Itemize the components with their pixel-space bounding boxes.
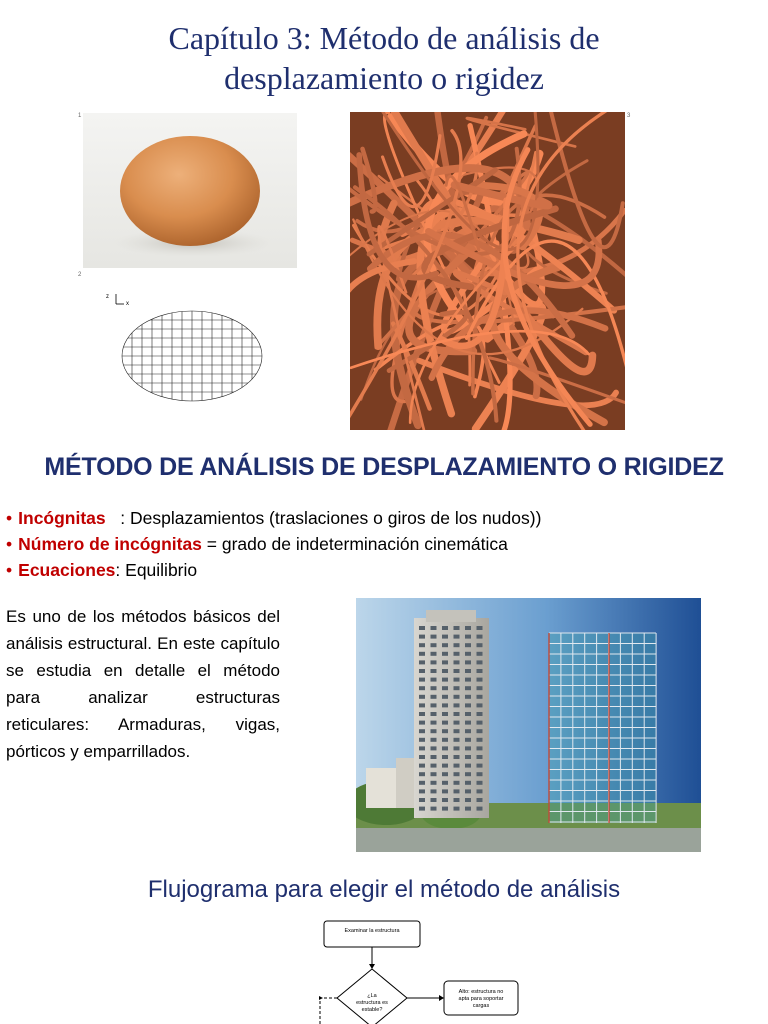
tower-window [477, 798, 483, 802]
tower-window [419, 643, 425, 647]
tower-window [454, 746, 460, 750]
tower-window [454, 721, 460, 725]
bullet-key: Incógnitas [18, 508, 106, 528]
tower-window [454, 807, 460, 811]
tower-window [431, 781, 437, 785]
tower-window [454, 755, 460, 759]
tower-window [442, 678, 448, 682]
tower-window [442, 669, 448, 673]
tower-window [419, 686, 425, 690]
mesh-grid [122, 311, 262, 401]
tower-window [454, 798, 460, 802]
tower-window [477, 626, 483, 630]
tower-window [431, 746, 437, 750]
tower-window [465, 746, 471, 750]
flowchart-box-stop-line2: apta para soportar [458, 996, 504, 1002]
tower-window [442, 686, 448, 690]
tower-window [454, 643, 460, 647]
tower-window [431, 686, 437, 690]
tower-window [431, 729, 437, 733]
tower-window [419, 729, 425, 733]
tower-window [442, 712, 448, 716]
tower-window [419, 772, 425, 776]
tower-window [477, 678, 483, 682]
tower-window [419, 695, 425, 699]
tower-window [477, 721, 483, 725]
tower-window [477, 738, 483, 742]
tower-window [477, 781, 483, 785]
tower-window [442, 703, 448, 707]
axis-indicator [116, 294, 124, 304]
tower-window [442, 807, 448, 811]
bullet-key: Ecuaciones [18, 560, 116, 580]
flowchart-title: Flujograma para elegir el método de análisis [147, 876, 621, 903]
tower-window [431, 669, 437, 673]
tower-window [477, 746, 483, 750]
tower-window [431, 660, 437, 664]
tower-window [419, 746, 425, 750]
axis-z-label: z [106, 294, 109, 300]
tower-window [477, 755, 483, 759]
bullet-icon: • [6, 508, 13, 528]
tower-window [431, 789, 437, 793]
tower-window [454, 703, 460, 707]
tower-window [431, 643, 437, 647]
tower-window [454, 729, 460, 733]
figure-number-egg-photo: 1 [78, 113, 82, 119]
chapter-title [0, 18, 768, 98]
tower-window [454, 764, 460, 768]
tower-window [477, 789, 483, 793]
tower-window [465, 712, 471, 716]
tower-window [431, 635, 437, 639]
tower-window [442, 635, 448, 639]
flowchart-box-stop-line3: cargas [472, 1003, 490, 1009]
tower-window [465, 678, 471, 682]
tower-window [465, 772, 471, 776]
egg-mesh-diagram [100, 288, 280, 408]
tower-window [419, 678, 425, 682]
egg-photo [83, 113, 297, 268]
bullet-text: : Equilibrio [115, 560, 198, 580]
tower-window [419, 798, 425, 802]
tower-window [454, 652, 460, 656]
tower-window [431, 626, 437, 630]
bullet-text: = grado de indeterminación cinemática [201, 534, 508, 554]
tower-window [419, 669, 425, 673]
fiber-network-photo [350, 112, 625, 430]
tower-window [419, 652, 425, 656]
chapter-title-line1: Capítulo 3: Método de análisis de [168, 20, 600, 56]
tower-window [465, 755, 471, 759]
tower-window [419, 703, 425, 707]
tower-window [465, 626, 471, 630]
tower-window [477, 703, 483, 707]
tower-window [465, 729, 471, 733]
tower-window [454, 686, 460, 690]
tower-window [431, 678, 437, 682]
tower-window [465, 738, 471, 742]
flowchart-box-stop-line1: Alto: estructura no [458, 989, 504, 995]
tower-window [465, 703, 471, 707]
tower-window [454, 626, 460, 630]
tower-window [419, 721, 425, 725]
tower-window [442, 789, 448, 793]
tower-window [465, 686, 471, 690]
tower-window [477, 652, 483, 656]
tower-window [431, 798, 437, 802]
tower-window [465, 643, 471, 647]
tower-window [454, 712, 460, 716]
intro-paragraph: Es uno de los métodos básicos del análisis estructural. En este capítulo se estudia en detalle el método para analizar estructuras reticulares: Armaduras, vigas, pórticos y emparrillados. [6, 607, 280, 761]
tower-window [431, 807, 437, 811]
tower-window [454, 669, 460, 673]
figure-number-egg-mesh: 2 [78, 272, 82, 278]
flowchart-arrowhead [369, 964, 375, 969]
bullet-item [6, 557, 746, 583]
flowchart-arrowhead [439, 995, 444, 1001]
flowchart [300, 918, 530, 1024]
tower-window [465, 789, 471, 793]
tower-window [465, 721, 471, 725]
tower-window [465, 660, 471, 664]
tower-window [454, 789, 460, 793]
figure-number-fiber-photo: 3 [627, 113, 631, 119]
tower-window [419, 712, 425, 716]
axis-x-label: x [126, 301, 129, 307]
bullet-list [6, 505, 746, 583]
tower-window [454, 660, 460, 664]
tower-window [431, 652, 437, 656]
tower-window [442, 781, 448, 785]
tower-window [465, 652, 471, 656]
tower-window [477, 635, 483, 639]
tower-window [442, 738, 448, 742]
bullet-key: Número de incógnitas [18, 534, 202, 554]
tower-window [419, 789, 425, 793]
tower-window [454, 695, 460, 699]
tower-window [419, 660, 425, 664]
tower-window [431, 712, 437, 716]
tower-window [454, 781, 460, 785]
tower-window [477, 772, 483, 776]
flowchart-box-examine-label: Examinar la estructura [344, 928, 400, 934]
tower-window [465, 764, 471, 768]
tower-window [454, 635, 460, 639]
tower-window [465, 781, 471, 785]
tower-window [419, 635, 425, 639]
tower-window [465, 798, 471, 802]
tower-window [477, 807, 483, 811]
tower-window [465, 695, 471, 699]
tower-window [431, 764, 437, 768]
tower-window [442, 772, 448, 776]
tower-window [454, 772, 460, 776]
tower-window [419, 781, 425, 785]
tower-window [477, 712, 483, 716]
flowchart-loop-arrow [320, 998, 337, 1024]
bullet-icon: • [6, 534, 13, 554]
flowchart-decision-line3: estable? [361, 1007, 383, 1013]
tower-window [442, 695, 448, 699]
tower-window [442, 729, 448, 733]
tower-window [465, 635, 471, 639]
tower-window [442, 652, 448, 656]
tower-window [454, 678, 460, 682]
tower-window [431, 755, 437, 759]
tower-window [477, 643, 483, 647]
tower-window [419, 764, 425, 768]
tower-window [442, 755, 448, 759]
tower-window [431, 772, 437, 776]
tower-window [419, 738, 425, 742]
tower-window [477, 729, 483, 733]
tower-window [442, 764, 448, 768]
tower-window [442, 746, 448, 750]
tower-window [419, 626, 425, 630]
tower-window [442, 643, 448, 647]
tower-window [431, 695, 437, 699]
tower-window [442, 660, 448, 664]
tower-window [477, 669, 483, 673]
tower-window [442, 798, 448, 802]
tower-window [419, 755, 425, 759]
tower-window [431, 738, 437, 742]
tower-window [465, 807, 471, 811]
tower-window [477, 660, 483, 664]
tower-window [477, 695, 483, 699]
tower-window [431, 721, 437, 725]
chapter-title-line2: desplazamiento o rigidez [224, 60, 544, 96]
bullet-item [6, 531, 746, 557]
tower-window [465, 669, 471, 673]
bullet-icon: • [6, 560, 13, 580]
section-heading: MÉTODO DE ANÁLISIS DE DESPLAZAMIENTO O RIGIDEZ [44, 453, 724, 481]
tower-window [419, 807, 425, 811]
bullet-text: : Desplazamientos (traslaciones o giros de los nudos)) [105, 508, 542, 528]
flowchart-decision-line2: estructura es [356, 1000, 388, 1006]
tower-window [454, 738, 460, 742]
tower-window [442, 626, 448, 630]
tower-window [431, 703, 437, 707]
flowchart-box-examine [324, 921, 420, 947]
tower-window [442, 721, 448, 725]
tower-window [477, 764, 483, 768]
tower-window [477, 686, 483, 690]
building-structure-image [356, 598, 701, 852]
bullet-item [6, 505, 746, 531]
flowchart-decision-line1: ¿La [367, 993, 377, 999]
flowchart-arrowhead [319, 996, 323, 1000]
